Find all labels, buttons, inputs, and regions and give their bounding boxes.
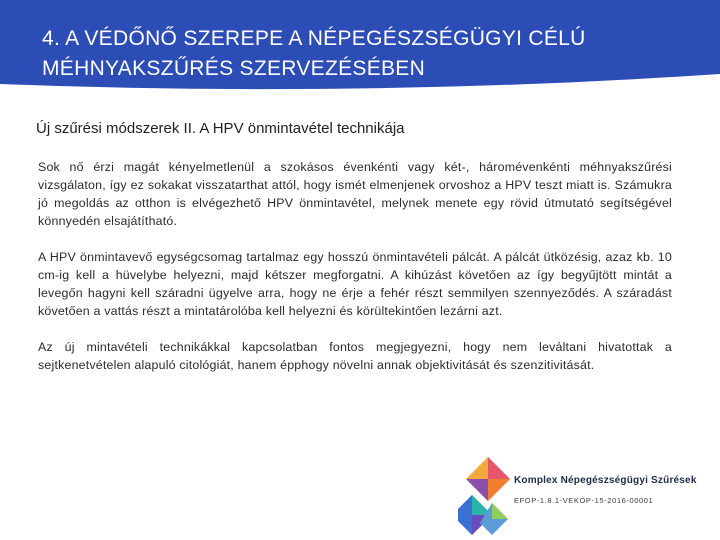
paragraph-3: Az új mintavételi technikákkal kapcsolatban fontos megjegyezni, hogy nem leváltani hivatottak a sejtkenetvételen alapuló citológiát, hanem épphogy növelni annak objektivitását és szenzitivitását. [38, 340, 672, 372]
logo-project-code: EFOP-1.8.1-VEKOP-15-2016-00001 [514, 496, 654, 505]
logo-title: Komplex Népegészségügyi Szűrések [514, 475, 697, 486]
slide-title [42, 24, 702, 84]
paragraph-2: A HPV önmintavevő egységcsomag tartalmaz egy hosszú önmintavételi pálcát. A pálcát ütközésig, azaz kb. 10 cm-ig kell a hüvelybe helyezni, majd kétszer megforgatni. A kihúzást követően az így begyűjtött mintát a levegőn hagyni kell száradni ügyelve arra, hogy ne érje a fehér részt semmilyen szennyeződés. A száradást követően a vattás részt a mintatárolóba kell helyezni és körültekintően lezárni azt. [38, 250, 672, 318]
body-text [38, 158, 672, 392]
title-banner [0, 0, 720, 95]
slide-title-line-2: MÉHNYAKSZŰRÉS SZERVEZÉSÉBEN [42, 57, 426, 80]
section-subtitle: Új szűrési módszerek II. A HPV önmintavétel technikája [36, 120, 405, 137]
program-logo [458, 455, 720, 540]
paragraph-1: Sok nő érzi magát kényelmetlenül a szokásos évenkénti vagy két-, háromévenkénti méhnyakszűrési vizsgálaton, így ez sokakat visszatarthat attól, hogy ismét elmenjenek orvoshoz a HPV teszt miatt is. Számukra jó megoldás az otthon is elvégezhető HPV önmintavétel, melynek menete egy rövid útmutató segítségével könnyedén elsajátítható. [38, 160, 672, 228]
slide-title-line-1: 4. A VÉDŐNŐ SZEREPE A NÉPEGÉSZSÉGÜGYI CÉLÚ [42, 27, 586, 50]
colorful-diamond-mosaic-icon [458, 455, 512, 540]
